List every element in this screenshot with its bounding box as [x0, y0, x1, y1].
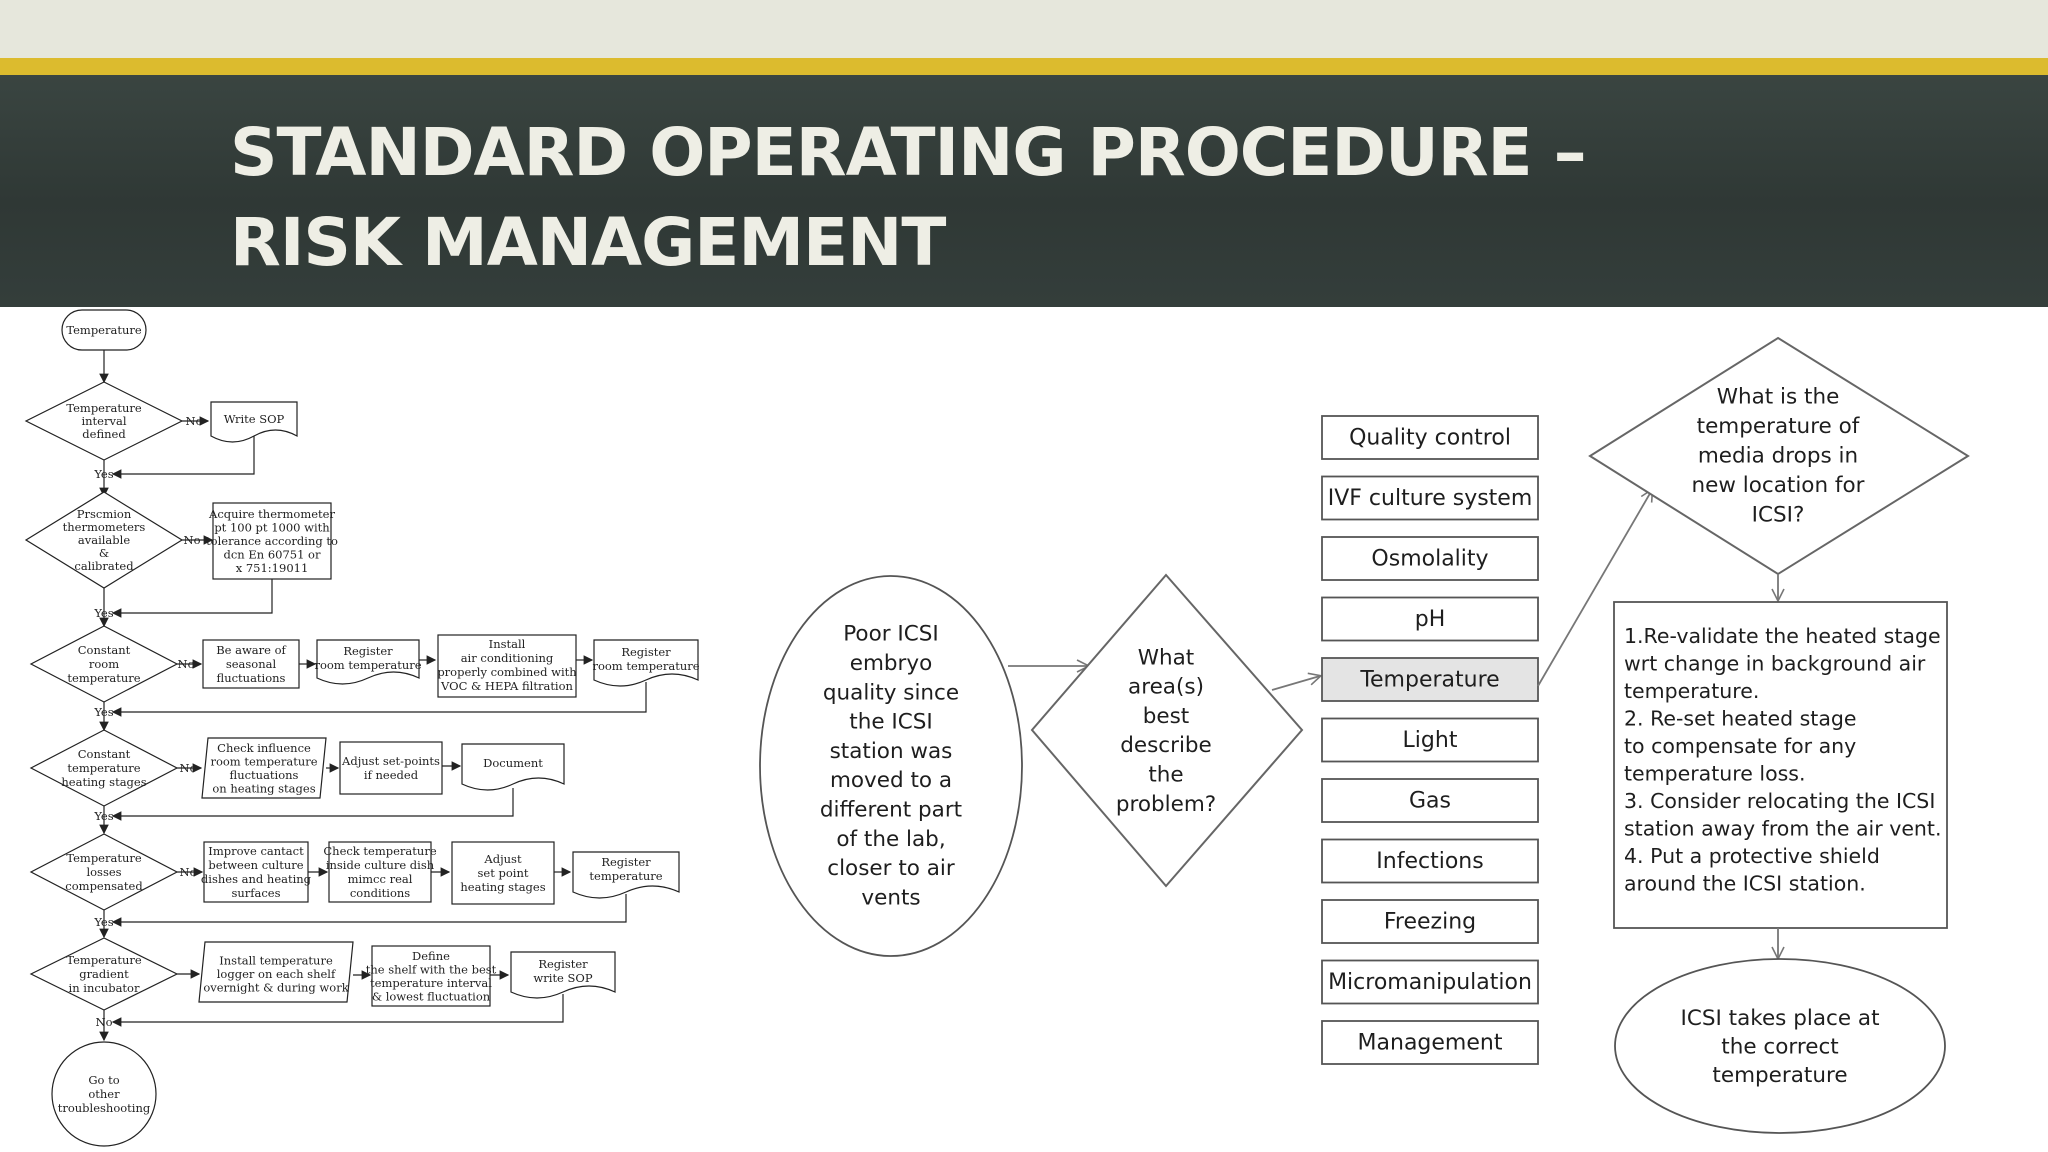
action-register-room-1-label: Register room temperature — [314, 644, 422, 672]
followup-text: What is the temperature of media drops in new location for ICSI? — [1691, 384, 1865, 528]
action-seasonal-label: Be aware of seasonal fluctuations — [216, 643, 286, 685]
decision-room-temperature-label: Constant room temperature — [67, 643, 141, 685]
action-write-sop-label: Write SOP — [223, 412, 285, 426]
actions-text: 1.Re-validate the heated stage wrt change in background air temperature. 2. Re-set heated stage to compensate for any temperature loss. 3. Consider relocating the ICSI station away from the air vent. 4. Put a protective shield around the ICSI station. — [1624, 624, 1942, 896]
area-label: IVF culture system — [1327, 486, 1533, 511]
no-label: No — [177, 657, 195, 671]
question-diamond — [1032, 575, 1302, 886]
decision-interval-label: Temperature interval defined — [66, 401, 142, 441]
yes-label: Yes — [94, 467, 114, 481]
end-terminal-label: Go to other troubleshooting — [57, 1073, 151, 1115]
problem-text: Poor ICSI embryo quality since the ICSI station was moved to a different part of the lab, closer to air vents — [819, 621, 963, 911]
action-improve-contact-label: Improve cantact between culture dishes and heating surfaces — [200, 844, 312, 900]
title-line-2: RISK MANAGEMENT — [230, 204, 946, 281]
temperature-troubleshooting-flowchart — [26, 310, 700, 1146]
action-install-logger-label: Install temperature logger on each shelf overnight & during work — [203, 953, 349, 995]
area-label: Micromanipulation — [1328, 970, 1532, 995]
decision-losses-label: Temperature losses compensated — [65, 851, 143, 893]
action-check-influence-label: Check influence room temperature fluctuations on heating stages — [210, 740, 318, 796]
area-label: Quality control — [1349, 425, 1511, 451]
area-label: Freezing — [1383, 909, 1477, 935]
connector-d2-return — [113, 579, 272, 613]
decision-heating-stages-label: Constant temperature heating stages — [61, 747, 147, 789]
title-line-1: STANDARD OPERATING PROCEDURE – — [230, 114, 1586, 191]
yes-label: Yes — [94, 915, 114, 929]
action-register-room-2-label: Register room temperature — [592, 645, 700, 673]
decision-thermometers-label: Prscmion thermometers available & calibrated — [62, 507, 146, 573]
area-label: pH — [1414, 607, 1446, 632]
yes-label: Yes — [94, 809, 114, 823]
no-label: No — [95, 1015, 113, 1029]
action-adjust-setpoints-label: Adjust set-points if needed — [342, 754, 440, 782]
yes-label: Yes — [94, 705, 114, 719]
connector-question-areas — [1272, 676, 1320, 690]
action-adjust-set-point-label: Adjust set point heating stages — [460, 852, 546, 894]
decision-incubator-label: Temperature gradient in incubator — [66, 953, 142, 995]
start-label: Temperature — [66, 323, 142, 337]
no-label: No — [185, 414, 203, 428]
yes-label: Yes — [94, 606, 114, 620]
action-check-dish-temperature-label: Check temperature inside culture dish mimcc real conditions — [323, 844, 437, 900]
action-register-temperature-label: Register temperature — [589, 855, 663, 883]
area-label: Light — [1402, 728, 1458, 753]
area-label: Osmolality — [1371, 546, 1489, 572]
action-acquire-thermometer-label: Acquire thermometer pt 100 pt 1000 with tolerance according to dcn En 60751 or x 751:19011 — [206, 507, 338, 575]
action-install-ac-label: Install air conditioning properly combined with VOC & HEPA filtration — [437, 637, 577, 693]
area-label: Management — [1357, 1030, 1503, 1056]
icsi-problem-flowchart — [760, 338, 1968, 1133]
action-document-label: Document — [483, 756, 543, 770]
no-label: No — [179, 865, 197, 879]
action-define-shelf-label: Define the shelf with the best temperature interval & lowest fluctuation — [365, 948, 497, 1004]
no-label: No — [183, 533, 201, 547]
area-label: Temperature — [1360, 667, 1500, 693]
area-label: Gas — [1409, 788, 1451, 814]
area-label: Infections — [1376, 849, 1484, 874]
action-register-write-sop-label: Register write SOP — [533, 957, 593, 985]
outcome-text: ICSI takes place at the correct temperature — [1680, 1006, 1880, 1088]
no-label: No — [179, 761, 197, 775]
question-text: What area(s) best describe the problem? — [1115, 645, 1217, 817]
